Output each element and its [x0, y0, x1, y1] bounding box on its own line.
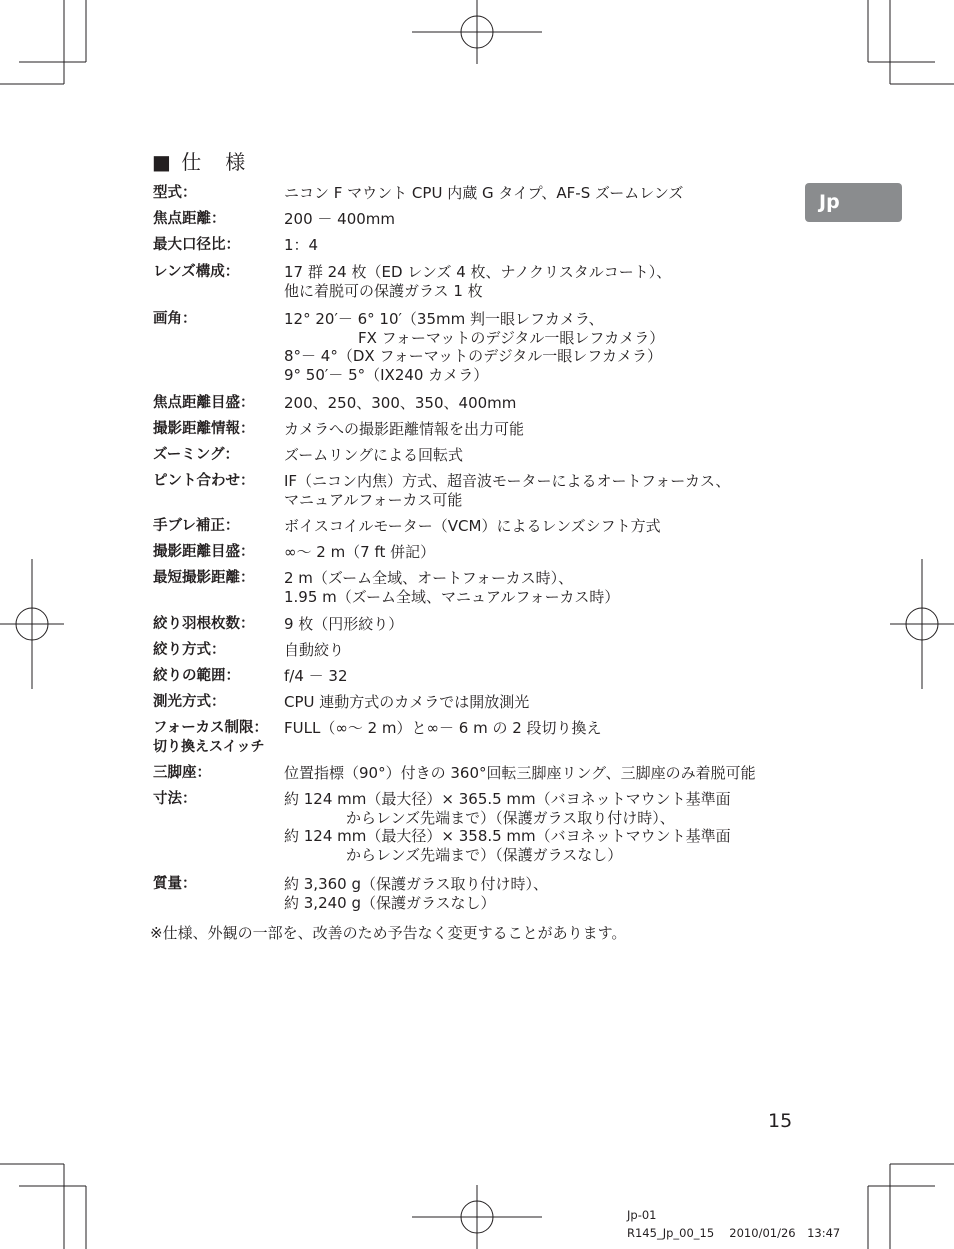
spec-label: [153, 641, 285, 660]
spec-label-text: ピント合わせ：: [153, 473, 255, 489]
spec-value: [284, 719, 602, 738]
spec-value-line: 17 群 24 枚（ED レンズ 4 枚、ナノクリスタルコート）、: [284, 263, 672, 281]
spec-value-line: 他に着脱可の保護ガラス 1 枚: [284, 281, 483, 300]
spec-value: [284, 875, 548, 912]
spec-value: [284, 236, 318, 255]
spec-value-line: 1.95 m（ズーム全域、マニュアルフォーカス時）: [284, 587, 620, 606]
spec-label-text: 撮影距離目盛：: [153, 544, 255, 560]
spec-value-line: ボイスコイルモーター（VCM）によるレンズシフト方式: [284, 517, 661, 535]
spec-value-line: マニュアルフォーカス可能: [284, 490, 463, 509]
spec-label: [153, 394, 285, 413]
spec-label-text: 切り換えスイッチ: [153, 738, 265, 755]
section-title: ■ 仕 様: [152, 150, 248, 174]
spec-value-line: ニコン F マウント CPU 内蔵 G タイプ、AF-S ズームレンズ: [284, 184, 684, 202]
spec-value-line: 200、250、300、350、400mm: [284, 394, 517, 412]
spec-label-text: レンズ構成：: [153, 264, 240, 280]
spec-label: [153, 236, 285, 255]
spec-value: [284, 210, 395, 229]
spec-label-text: 絞りの範囲：: [153, 668, 240, 684]
spec-label-text: 質量：: [153, 876, 197, 892]
spec-value-line: 2 m（ズーム全域、オートフォーカス時）、: [284, 569, 574, 587]
spec-value-line: ∞～ 2 m（7 ft 併記）: [284, 543, 436, 561]
spec-value-line: 約 3,360 g（保護ガラス取り付け時）、: [284, 875, 549, 893]
spec-value-line: 200 － 400mm: [284, 210, 396, 228]
spec-value-line: ズームリングによる回転式: [284, 446, 463, 464]
spec-value-line: f/4 － 32: [284, 667, 348, 685]
page-number: 15: [768, 1110, 793, 1132]
spec-label-text: 画角：: [153, 311, 197, 327]
spec-value-line: FULL（∞～ 2 m）と∞－ 6 m の 2 段切り換え: [284, 719, 602, 737]
spec-label-text: 型式：: [153, 185, 197, 201]
spec-value: [284, 472, 730, 509]
spec-label: [153, 693, 285, 712]
spec-label: [153, 543, 285, 562]
spec-label: [153, 210, 285, 229]
spec-label-text: 手ブレ補正：: [153, 518, 240, 534]
spec-value: [284, 517, 661, 536]
spec-label: [153, 667, 285, 686]
spec-value: [284, 543, 435, 562]
spec-label-text: 寸法：: [153, 791, 197, 807]
spec-value-line: IF（ニコン内焦）方式、超音波モーターによるオートフォーカス、: [284, 472, 731, 490]
spec-label-text: 撮影距離情報：: [153, 421, 255, 437]
spec-value-line: 8°－ 4°（DX フォーマットのデジタル一眼レフカメラ）: [284, 347, 663, 365]
spec-value-line: 約 124 mm（最大径）× 365.5 mm（バヨネットマウント基準面: [284, 790, 731, 808]
specification-note: ※仕様、外観の一部を、改善のため予告なく変更することがあります。: [150, 924, 627, 942]
spec-label-text: ズーミング：: [153, 447, 239, 463]
language-tab: Jp: [805, 183, 902, 222]
spec-value-line: カメラへの撮影距離情報を出力可能: [284, 420, 525, 438]
spec-value-line: 9° 50′－ 5°（IX240 カメラ）: [284, 365, 489, 384]
spec-label: [153, 310, 285, 329]
spec-label-text: フォーカス制限：: [153, 720, 268, 736]
spec-label-text: 三脚座：: [153, 765, 211, 781]
footer-line: R145_Jp_00_15 2010/01/26 13:47: [627, 1226, 841, 1240]
spec-value: [284, 693, 529, 712]
spec-label: [153, 615, 285, 634]
spec-value-line: 12° 20′－ 6° 10′（35mm 判一眼レフカメラ、: [284, 310, 604, 328]
spec-value: [284, 263, 671, 300]
spec-value: [284, 569, 619, 606]
spec-value: [284, 184, 683, 203]
spec-value: [284, 764, 756, 783]
print-footer: [627, 1206, 840, 1242]
spec-label-text: 測光方式：: [153, 694, 226, 710]
spec-label: [153, 719, 285, 756]
spec-value: [284, 641, 344, 660]
spec-value-line: CPU 連動方式のカメラでは開放測光: [284, 693, 530, 711]
spec-value-line: からレンズ先端まで）（保護ガラス取り付け時）、: [346, 808, 675, 827]
spec-value: [284, 420, 524, 439]
spec-value-line: FX フォーマットのデジタル一眼レフカメラ）: [358, 328, 665, 347]
spec-value-line: 1：4: [284, 236, 319, 254]
spec-label-text: 最短撮影距離：: [153, 570, 255, 586]
spec-value: [284, 310, 664, 384]
spec-label-text: 最大口径比：: [153, 237, 240, 253]
spec-value: [284, 667, 348, 686]
spec-value-line: 位置指標（90°）付きの 360°回転三脚座リング、三脚座のみ着脱可能: [284, 764, 756, 782]
spec-label: [153, 263, 285, 282]
spec-value-line: 9 枚（円形絞り）: [284, 615, 404, 633]
spec-value-line: からレンズ先端まで）（保護ガラスなし）: [346, 845, 623, 864]
spec-label: [153, 875, 285, 894]
spec-label: [153, 472, 285, 491]
spec-value-line: 約 124 mm（最大径）× 358.5 mm（バヨネットマウント基準面: [284, 827, 731, 845]
spec-label-text: 絞り方式：: [153, 642, 226, 658]
spec-label: [153, 420, 285, 439]
spec-value: [284, 615, 403, 634]
spec-label: [153, 184, 285, 203]
footer-line: Jp-01: [627, 1208, 657, 1222]
spec-value: [284, 790, 731, 864]
spec-label-text: 焦点距離：: [153, 211, 226, 227]
spec-label: [153, 446, 285, 465]
spec-label: [153, 790, 285, 809]
spec-label-text: 絞り羽根枚数：: [153, 616, 255, 632]
spec-label: [153, 764, 285, 783]
spec-label-text: 焦点距離目盛：: [153, 395, 255, 411]
spec-value: [284, 446, 463, 465]
spec-value: [284, 394, 516, 413]
spec-label: [153, 517, 285, 536]
spec-value-line: 約 3,240 g（保護ガラスなし）: [284, 893, 496, 912]
spec-label: [153, 569, 285, 588]
spec-value-line: 自動絞り: [284, 641, 345, 659]
